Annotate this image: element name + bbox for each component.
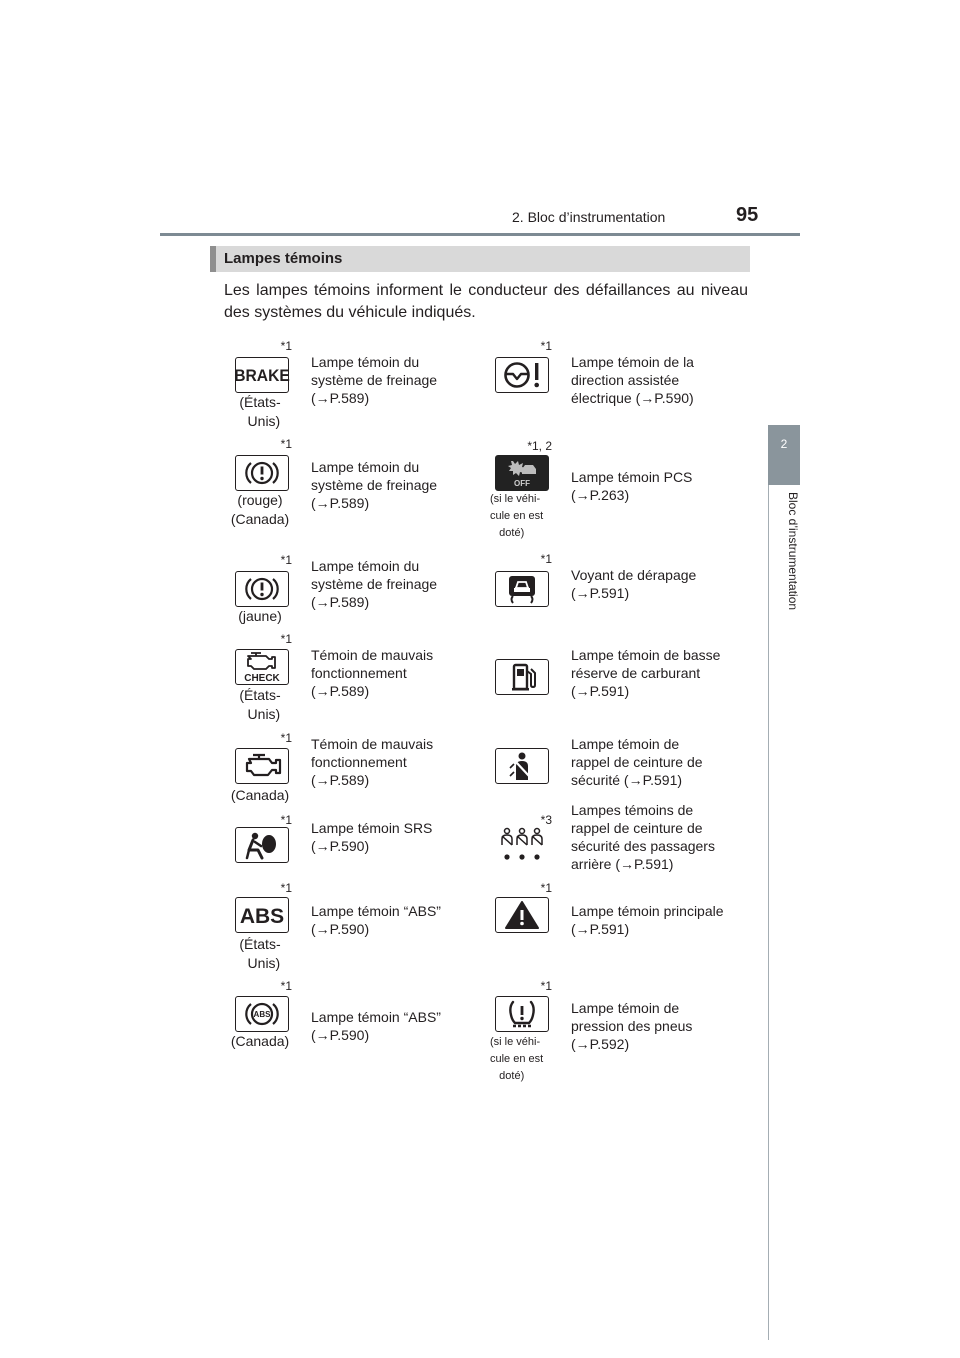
indicator-description: Lampe témoin de la direction assistée électrique (→P.590): [571, 354, 694, 406]
brake-text-icon: [235, 357, 289, 393]
indicator-description: Lampe témoin principale (→P.591): [571, 903, 724, 937]
master-warning-icon: [495, 897, 549, 933]
indicator-description: Lampes témoins de rappel de ceinture de sécurité des passagers arrière (→P.591): [571, 802, 715, 872]
fuel-icon: [495, 659, 549, 695]
brake-circle-icon: [235, 455, 289, 491]
region-label: (États- Unis): [239, 394, 281, 429]
note-marker: *1: [540, 979, 552, 993]
svg-text:ABS: ABS: [253, 1010, 271, 1019]
svg-text:OFF: OFF: [514, 479, 530, 488]
note-marker: *1: [540, 552, 552, 566]
note-marker: *1, 2: [527, 439, 552, 453]
svg-text:ABS: ABS: [239, 905, 285, 928]
note-marker: *3: [540, 813, 552, 827]
note-marker: *1: [280, 437, 292, 451]
brake-circle-icon: [235, 571, 289, 607]
note-marker: *1: [280, 731, 292, 745]
tire-pressure-icon: [495, 996, 549, 1032]
region-label: (États- Unis): [239, 936, 281, 971]
indicator-description: Lampe témoin de basse réserve de carburant (→P.591): [571, 647, 721, 699]
note-marker: *1: [280, 553, 292, 567]
svg-text:CHECK: CHECK: [244, 673, 280, 684]
note-marker: *1: [280, 339, 292, 353]
note-marker: *1: [540, 339, 552, 353]
indicator-description: Témoin de mauvais fonctionnement (→P.589): [311, 647, 434, 699]
indicator-description: Lampe témoin du système de freinage (→P.589): [311, 354, 438, 406]
indicator-description: Lampe témoin du système de freinage (→P.589): [311, 558, 438, 610]
indicator-description: Lampe témoin du système de freinage (→P.589): [311, 459, 438, 511]
check-engine-icon: [235, 649, 289, 685]
region-label: (Canada): [230, 787, 290, 803]
note-marker: *1: [540, 881, 552, 895]
note-marker: *1: [280, 979, 292, 993]
region-label: (rouge) (Canada): [230, 492, 290, 527]
header-section-title: 2. Bloc d’instrumentation: [512, 209, 666, 225]
indicator-description: Voyant de dérapage (→P.591): [571, 567, 697, 601]
header-divider: [160, 233, 800, 236]
region-label: (si le véhi- cule en est doté): [490, 493, 544, 539]
indicator-description: Lampe témoin PCS (→P.263): [571, 469, 693, 503]
note-marker: *1: [280, 632, 292, 646]
skid-icon: [495, 571, 549, 607]
intro-paragraph: Les lampes témoins informent le conducteur des défaillances au niveau des systèmes du véhicule indiqués.: [224, 282, 748, 321]
engine-icon: [235, 748, 289, 784]
region-label: (jaune): [238, 608, 282, 624]
indicator-description: Lampe témoin de rappel de ceinture de sécurité (→P.591): [571, 736, 703, 788]
pcs-off-icon: [495, 455, 549, 491]
airbag-icon: [235, 827, 289, 863]
note-marker: *1: [280, 813, 292, 827]
indicator-description: Lampe témoin “ABS” (→P.590): [311, 903, 441, 937]
region-label: (Canada): [230, 1033, 290, 1049]
rear-seatbelt-icon: [495, 827, 549, 863]
seatbelt-icon: [495, 748, 549, 784]
svg-text:BRAKE: BRAKE: [234, 366, 290, 386]
indicator-description: Lampe témoin de pression des pneus (→P.592): [571, 1000, 693, 1052]
note-marker: *1: [280, 881, 292, 895]
abs-text-icon: [235, 897, 289, 933]
chapter-tab-label: Bloc d’instrumentation: [786, 492, 800, 611]
region-label: (si le véhi- cule en est doté): [490, 1036, 544, 1082]
indicator-description: Témoin de mauvais fonctionnement (→P.589): [311, 736, 434, 788]
abs-circle-icon: [235, 996, 289, 1032]
power-steering-icon: [495, 357, 549, 393]
indicator-description: Lampe témoin “ABS” (→P.590): [311, 1009, 441, 1043]
region-label: (États- Unis): [239, 687, 281, 722]
chapter-tab: 2: [768, 425, 800, 485]
section-heading: Lampes témoins: [210, 246, 750, 272]
indicator-description: Lampe témoin SRS (→P.590): [311, 820, 433, 854]
page-number: 95: [736, 204, 759, 226]
chapter-tab-rule: [768, 485, 801, 1340]
